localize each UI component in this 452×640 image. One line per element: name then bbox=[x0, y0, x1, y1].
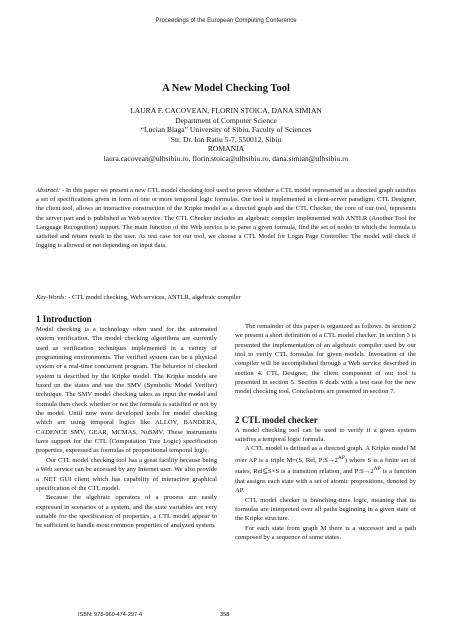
ctl-paragraph-1: A model checking tool can be used to verify if a given system satisfies a temporal logic formula. bbox=[235, 426, 416, 444]
right-column bbox=[235, 322, 416, 542]
author-emails: laura.cacovean@ulbsibiu.ro, florin.stoica@ulbsibiu.ro, dana.simian@ulbsibiu.ro bbox=[103, 153, 349, 163]
paper-title: A New Model Checking Tool bbox=[162, 83, 290, 94]
author-university: “Lucian Blaga” University of Sibiu, Faculty of Sciences bbox=[140, 125, 312, 135]
ctl-def-part-3: is a function that assigns each state with a set of atomic propositions, denoted by AP. bbox=[235, 468, 416, 495]
author-address: Str. Dr. Ion Ratiu 5-7, 550012, Sibiu bbox=[170, 134, 282, 144]
abstract bbox=[36, 186, 416, 250]
ctl-paragraph-3: CTL model checker is branching-time logic, meaning that its formulas are interpreted over all paths beginning in a given state of the Kripke structure. bbox=[235, 496, 416, 523]
abstract-label: Abstract: bbox=[36, 187, 61, 194]
ctl-def-part-2: ) where S is a finite set of states, Rel⊆S×S is a transition relation, and P:S→2 bbox=[235, 456, 416, 476]
ctl-paragraph-2 bbox=[235, 444, 416, 495]
ctl-paragraph-4: For each state from graph M there is a successor and a path composed by a sequence of some states. bbox=[235, 524, 416, 541]
intro-paragraph-3: Because the algebraic operators of a process are easily expressed in scenarios of a system, and the state variables are very suitable for the specification of properties, a CTL model appear to be sufficient to handle most common properties of analyzed system. bbox=[36, 494, 217, 530]
intro-paragraph-4: The remainder of this paper is organized as follows. In section 2 we present a short definition of a CTL model checker. In section 3 is presented the implementation of an algebraic compiler used by our tool to verify CTL formulas for given models. Invocation of the compiler will be accomplished through a Web service described in section 4. CTL Designer, the client component of our tool is presented in section 5. Section 6 deals with a test case for the new model checking tool. Conclusions are presented in section 7. bbox=[235, 323, 416, 396]
author-department: Department of Computer Science bbox=[175, 115, 277, 125]
keywords-text: - CTL model checking, Web services, ANTLR, algebraic compiler bbox=[66, 294, 241, 301]
keywords-label: Key-Words: bbox=[36, 294, 67, 301]
ctl-def-sup-2: AP bbox=[373, 466, 381, 473]
section-2-heading: 2 CTL model checker bbox=[235, 414, 318, 425]
section-1-heading: 1 Introduction bbox=[36, 314, 92, 324]
page-number: 358 bbox=[220, 612, 230, 618]
intro-paragraph-1: Model checking is a technology often used for the automated system verification. The model checking algorithms are currently used as verification techniques implemented in a variety of programming environments. The verified system can be a physical system or a real-time concurrent program. The behavior of checked system is described by the Kripke model. The Kripke models are based on the states and use the SMV (Symbolic Model Verifier) technique. The SMV model checking takes as input the model and formula then check whether or not the formula is satisfied or not by the model. Until now were developed tools for model checking which are using temporal logics like ALLOY, BANDERA, CADENCE SMV, GEAR, MCMAS, NuSMV. These instruments have support for the CTL (Computation Tree Logic) specification properties, expressed as formulas of propositional temporal logic. bbox=[36, 326, 217, 455]
abstract-text: - In this paper we present a new CTL model checking tool used to prove whether a CTL model represented as a directed graph satisfies a set of specifications given in form of one or more temporal logic formulas. Our tool is implemented in client-server paradigm: CTL Designer, the client tool, allows an interactive construction of the Kripke model as a directed graph and the CTL Checker, the core of our tool, represents the server part and is published as Web service. The CTL Checker includes an algebraic compiler implemented with ANTLR (Another Tool for Language Recognition) support. The main function of the Web service is to parse a given formula, find the set of nodes in which the formula is satisfied and return result to the user. As test case for our tool, we choose a CTL Model for Login Page Controller. The model will check if logging is allowed or not depending on input data. bbox=[36, 187, 416, 250]
keywords bbox=[36, 293, 416, 302]
author-country: ROMANIA bbox=[207, 144, 245, 154]
ctl-def-part-1: A CTL model is defined as a directed graph. A Kripke model M over AP is a triple M=(S, Rel, P:S→2 bbox=[235, 445, 416, 464]
intro-paragraph-2: Our CTL model checking tool has a great facility because being a Web service can be accessed by any Internet user. We also provide a .NET GUI client which has capability of interactive graphical specification of the CTL model. bbox=[36, 456, 217, 492]
author-names: LAURA F. CACOVEAN, FLORIN STOICA, DANA SIMIAN bbox=[130, 106, 322, 115]
author-block bbox=[0, 106, 452, 164]
left-column bbox=[36, 313, 217, 531]
running-header: Proceedings of the European Computing Conference bbox=[155, 18, 297, 24]
footer-isbn: ISBN: 978-960-474-297-4 bbox=[78, 612, 143, 618]
ctl-def-sup-1: AP bbox=[337, 454, 345, 461]
